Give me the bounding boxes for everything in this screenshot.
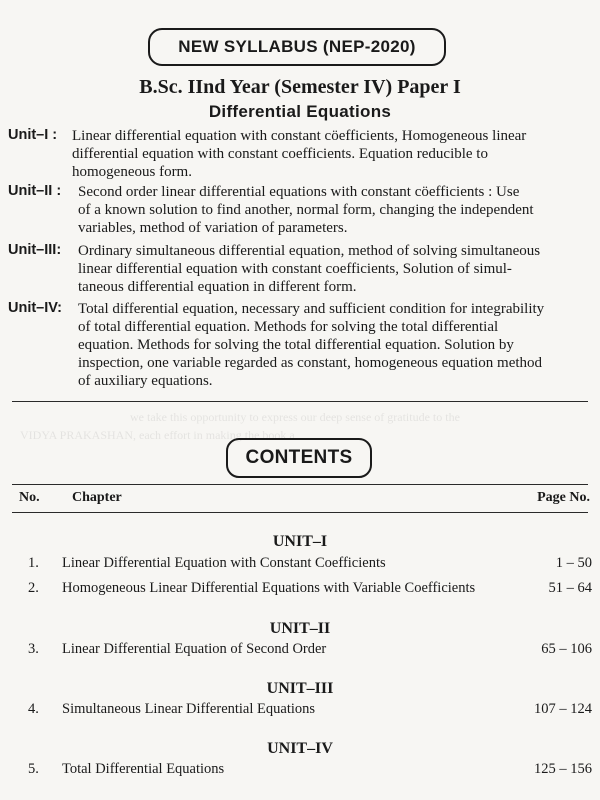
table-header-top-rule	[12, 484, 588, 485]
contents-row	[0, 761, 600, 781]
table-header-bottom-rule	[12, 512, 588, 513]
column-header-chapter: Chapter	[72, 490, 122, 505]
unit-line: inspection, one variable regarded as constant, homogeneous equation method	[78, 355, 543, 371]
chapter-number: 5.	[28, 761, 39, 777]
chapter-number: 4.	[28, 701, 39, 717]
unit-line: of a known solution to find another, normal form, changing the independent	[78, 202, 534, 218]
unit-line: taneous differential equation in different form.	[78, 279, 357, 295]
contents-unit-heading: UNIT–I	[272, 533, 328, 550]
chapter-pages: 1 – 50	[555, 555, 592, 571]
chapter-pages: 65 – 106	[541, 641, 592, 657]
unit-line: of total differential equation. Methods for solving the total differential	[78, 319, 499, 335]
unit-line: variables, method of variation of parameters.	[78, 220, 348, 236]
bleed-through-text: VIDYA PRAKASHAN, each effort in making the book a	[20, 428, 295, 442]
chapter-title: Linear Differential Equation with Constant Coefficients	[62, 555, 386, 571]
contents-badge	[226, 438, 372, 478]
chapter-title: Total Differential Equations	[62, 761, 225, 777]
contents-unit-heading: UNIT–II	[269, 620, 331, 637]
chapter-title: Linear Differential Equation of Second Order	[62, 641, 327, 657]
unit-description	[78, 300, 586, 390]
contents-row	[0, 641, 600, 661]
bleed-through-text: we take this opportunity to express our deep sense of gratitude to the	[130, 410, 460, 424]
column-header-page: Page No.	[537, 490, 590, 505]
unit-line: Ordinary simultaneous differential equation, method of solving simultaneous	[78, 243, 541, 259]
unit-description	[72, 127, 586, 181]
syllabus-badge	[148, 28, 446, 66]
unit-line: Second order linear differential equations with constant cöefficients : Use	[78, 184, 520, 200]
chapter-pages: 51 – 64	[548, 580, 592, 596]
unit-line: Linear differential equation with constant cöefficients, Homogeneous linear	[72, 128, 527, 144]
unit-line: equation. Methods for solving the total differential equation. Solution by	[78, 337, 514, 353]
chapter-pages: 125 – 156	[534, 761, 592, 777]
contents-unit-heading: UNIT–IV	[267, 740, 333, 757]
course-title: B.Sc. IInd Year (Semester IV) Paper I	[139, 76, 461, 98]
unit-line: differential equation with constant coefficients. Equation reducible to	[72, 146, 488, 162]
chapter-number: 3.	[28, 641, 39, 657]
contents-unit-heading: UNIT–III	[266, 680, 334, 697]
unit-line: homogeneous form.	[72, 164, 192, 180]
contents-row	[0, 580, 600, 600]
unit-label: Unit–I :	[8, 127, 58, 143]
contents-row	[0, 555, 600, 575]
unit-line: of auxiliary equations.	[78, 373, 213, 389]
unit-label: Unit–II :	[8, 183, 62, 199]
section-divider	[12, 401, 588, 402]
chapter-title: Simultaneous Linear Differential Equations	[62, 701, 316, 717]
unit-line: linear differential equation with constant coefficients, Solution of simul-	[78, 261, 512, 277]
contents-row	[0, 701, 600, 721]
syllabus-badge-text: NEW SYLLABUS (NEP-2020)	[178, 37, 416, 56]
unit-label: Unit–III:	[8, 242, 62, 258]
subject-title: Differential Equations	[208, 102, 392, 121]
contents-title: CONTENTS	[245, 447, 353, 468]
chapter-title: Homogeneous Linear Differential Equations with Variable Coefficients	[62, 580, 476, 596]
unit-description	[78, 183, 586, 237]
unit-label: Unit–IV:	[8, 300, 62, 316]
chapter-number: 2.	[28, 580, 39, 596]
unit-description	[78, 242, 586, 296]
unit-line: Total differential equation, necessary and sufficient condition for integrability	[78, 301, 545, 317]
chapter-number: 1.	[28, 555, 39, 571]
column-header-no: No.	[19, 490, 40, 505]
chapter-pages: 107 – 124	[534, 701, 592, 717]
